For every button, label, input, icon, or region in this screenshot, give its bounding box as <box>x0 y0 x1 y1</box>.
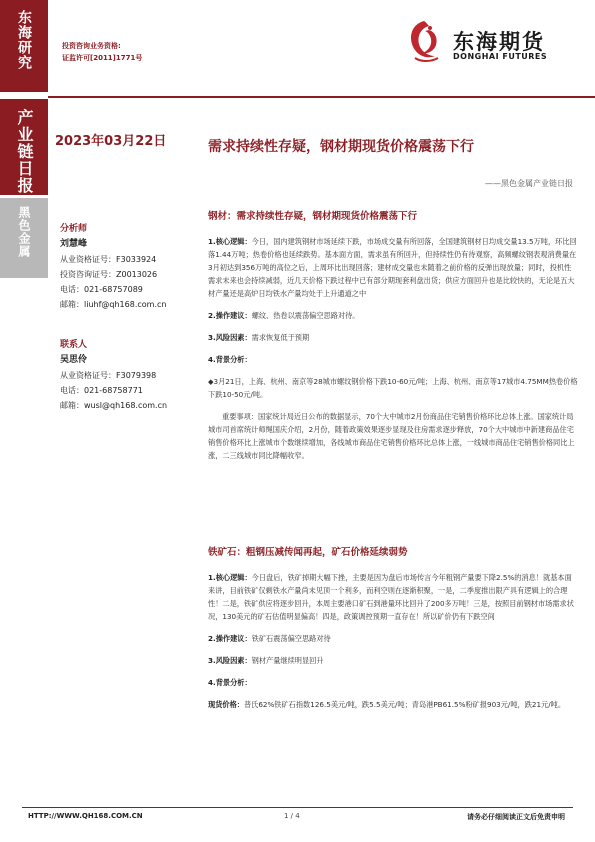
side-tab-black-metal: 黑色金属 <box>0 198 48 278</box>
footer-divider <box>22 807 573 808</box>
steel-section-title: 钢材：需求持续性存疑，钢材期现货价格震荡下行 <box>208 211 418 222</box>
ore-operation: 2.操作建议：铁矿石震荡偏空思路对待 <box>208 634 331 643</box>
steel-risk: 3.风险因素：需求恢复低于预期 <box>208 333 310 342</box>
header-divider <box>48 96 595 98</box>
steel-background-label: 4.背景分析： <box>208 355 252 364</box>
qualification <box>62 40 142 64</box>
ore-risk: 3.风险因素：钢材产量继续明显回升 <box>208 656 324 665</box>
company-logo <box>395 16 585 68</box>
analyst-name: 刘慧峰 <box>60 239 88 249</box>
contact-name: 吴思伶 <box>60 355 88 365</box>
steel-logic: 1.核心逻辑：今日，国内建筑钢材市场延续下跌，市场成交量有所回落，全国建筑钢材日均成交量13.5万吨，环比回落1.44万吨；热卷价格也延续跌势。基本面方面，需求虽有所回升，但持续性仍有待观察，高频螺纹钢表观消费量在3月初达到356万吨的高位之后，上周环比出现回落；建材成交量也未随着之前价格的反弹出现放量；同时，投机性需求未来也会持续减弱，近几天价格下跌过程中已有部分期现套利盘出货；供应方面回升也是比较快的，无论是五大材产量还是高炉日均铁水产量均处于上升通道之中 <box>208 237 577 298</box>
side-tab-industry: 产业链日报 <box>0 99 48 195</box>
contact-role: 联系人 <box>60 340 88 350</box>
ore-section <box>208 546 578 711</box>
logo-en-text: DONGHAI FUTURES <box>453 52 548 61</box>
disclaimer-notice: 请务必仔细阅读正文后免责申明 <box>467 813 565 821</box>
steel-section <box>208 210 578 462</box>
analyst-email[interactable]: 邮箱：liuhf@qh168.com.cn <box>60 300 167 309</box>
logo-cn-text: 东海期货 <box>453 30 545 54</box>
analyst-role: 分析师 <box>60 224 88 234</box>
dragon-logo-icon <box>405 18 443 64</box>
page-title: 需求持续性存疑，钢材期现货价格震荡下行 <box>208 139 474 155</box>
page-number: 1 / 4 <box>284 812 300 820</box>
steel-event: 重要事项：国家统计局近日公布的数据显示，70个大中城市2月份商品住宅销售价格环比总体上涨。国家统计局城市司首席统计师绳国庆介绍，2月份，随着政策效果逐步显现及住房需求逐步释放，70个大中城市中新建商品住宅销售价格环比上涨城市个数继续增加，各线城市商品住宅销售价格环比总体上涨，一线城市商品住宅销售价格同比上涨，二三线城市同比降幅收窄。 <box>208 412 575 460</box>
steel-price-bullet: ◆3月21日，上海、杭州、南京等28城市螺纹钢价格下跌10-60元/吨；上海、杭州、南京等17城市4.75MM热卷价格下跌10-50元/吨。 <box>208 377 578 399</box>
analyst-consult: 投资咨询证号：Z0013026 <box>60 270 158 279</box>
ore-background-label: 4.背景分析： <box>208 678 252 687</box>
qualification-line2: 证监许可[2011]1771号 <box>62 54 143 62</box>
steel-operation: 2.操作建议：螺纹、热卷以震荡偏空思路对待。 <box>208 311 360 320</box>
contact-phone: 电话：021-68758771 <box>60 386 143 395</box>
ore-section-title: 铁矿石：粗钢压减传闻再起，矿石价格延续弱势 <box>208 547 408 558</box>
qualification-line1: 投资咨询业务资格: <box>62 42 121 50</box>
side-tab-research: 东海研究 <box>0 0 48 92</box>
analyst-cert: 从业资格证号：F3033924 <box>60 255 157 264</box>
contact-cert: 从业资格证号：F3079398 <box>60 371 157 380</box>
author-sidebar <box>60 222 200 413</box>
contact-email[interactable]: 邮箱：wusl@qh168.com.cn <box>60 401 168 410</box>
analyst-phone: 电话：021-68757089 <box>60 285 143 294</box>
series-label: ——黑色金属产业链日报 <box>485 179 573 188</box>
ore-spot-price: 现货价格：普氏62%铁矿石指数126.5美元/吨，跌5.5美元/吨；青岛港PB61.5%粉矿报903元/吨，跌21元/吨。 <box>208 700 566 709</box>
ore-logic: 1.核心逻辑：今日盘后，铁矿掉期大幅下挫，主要是因为盘后市场传言今年粗钢产量要下降2.5%的消息！就基本面来讲，目前铁矿仅剩铁水产量尚未见顶一个利多，而利空则在逐渐积聚，一是，二季度推出限产具有逻辑上的合理性！二是，铁矿供应将逐步回升，本周主要港口矿石到港量环比回升了200多万吨！三是，按照目前钢材市场需求状况，130美元的矿石估值明显偏高！四是，政策调控预期一直存在！所以矿价仍有下跌空间 <box>208 573 574 621</box>
footer-url-link[interactable]: HTTP://WWW.QH168.COM.CN <box>28 812 143 820</box>
report-date: 2023年03月22日 <box>55 134 167 149</box>
